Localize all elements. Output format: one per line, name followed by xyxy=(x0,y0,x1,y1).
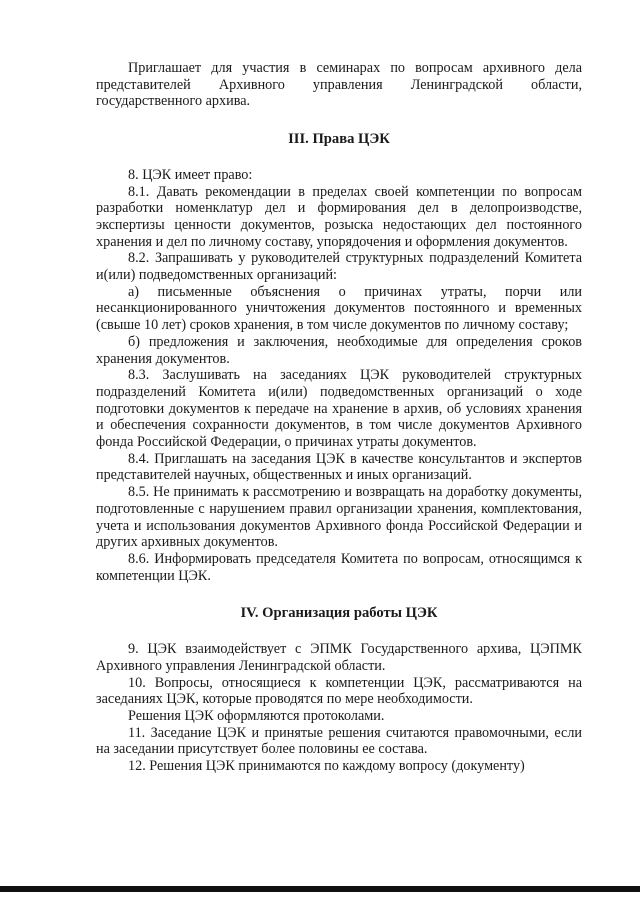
section-heading-organization: IV. Организация работы ЦЭК xyxy=(240,605,438,622)
spacer xyxy=(96,584,582,605)
paragraph-11: 11. Заседание ЦЭК и принятые решения считаются правомочными, если на заседании присутствует более половины ее состава. xyxy=(96,724,582,758)
paragraph-8-2: 8.2. Запрашивать у руководителей структурных подразделений Комитета и(или) подведомственных организаций: xyxy=(96,250,582,284)
scan-bottom-edge xyxy=(0,886,640,892)
document-body xyxy=(96,60,582,775)
paragraph-decisions: Решения ЦЭК оформляются протоколами. xyxy=(128,707,385,724)
paragraph-9: 9. ЦЭК взаимодействует с ЭПМК Государственного архива, ЦЭПМК Архивного управления Ленинградской области. xyxy=(96,641,582,674)
paragraph-12: 12. Решения ЦЭК принимаются по каждому вопросу (документу) xyxy=(128,758,525,775)
paragraph-8-4: 8.4. Приглашать на заседания ЦЭК в качестве консультантов и экспертов представителей научных, общественных и иных организаций. xyxy=(96,450,582,484)
spacer xyxy=(96,148,582,167)
spacer xyxy=(96,110,582,131)
paragraph-8-1: 8.1. Давать рекомендации в пределах своей компетенции по вопросам разработки номенклатур дел и формирования дел в делопроизводстве, экспертизы ценности документов, розыска недостающих дел постоянного хранения и дел по личному составу, упорядочения и оформления документов. xyxy=(96,183,582,250)
paragraph-8-2-a: а) письменные объяснения о причинах утраты, порчи или несанкционированного уничтожения документов постоянного и временных (свыше 10 лет) сроков хранения, в том числе документов по личному составу; xyxy=(96,283,582,334)
paragraph-8-2-b: б) предложения и заключения, необходимые для определения сроков хранения документов. xyxy=(96,333,582,367)
paragraph-8: 8. ЦЭК имеет право: xyxy=(128,166,253,183)
paragraph-seminars: Приглашает для участия в семинарах по вопросам архивного дела представителей Архивного управления Ленинградской области, государственного архива. xyxy=(96,60,582,110)
paragraph-10: 10. Вопросы, относящиеся к компетенции ЦЭК, рассматриваются на заседаниях ЦЭК, которые проводятся по мере необходимости. xyxy=(96,674,582,708)
spacer xyxy=(96,622,582,641)
paragraph-8-3: 8.3. Заслушивать на заседаниях ЦЭК руководителей структурных подразделений Комитета и(или) подведомственных организаций о ходе подготовки документов к передаче на хранение в архив, об условиях хранения и обеспечения сохранности документов, в том числе документов Архивного фонда Российской Федерации, о причинах утраты документов. xyxy=(96,367,582,451)
section-heading-rights: III. Права ЦЭК xyxy=(288,131,390,148)
paragraph-8-6: 8.6. Информировать председателя Комитета по вопросам, относящимся к компетенции ЦЭК. xyxy=(96,550,582,584)
paragraph-8-5: 8.5. Не принимать к рассмотрению и возвращать на доработку документы, подготовленные с нарушением правил организации хранения, комплектования, учета и использования документов Архивного фонда Российской Федерации и других архивных документов. xyxy=(96,484,582,551)
